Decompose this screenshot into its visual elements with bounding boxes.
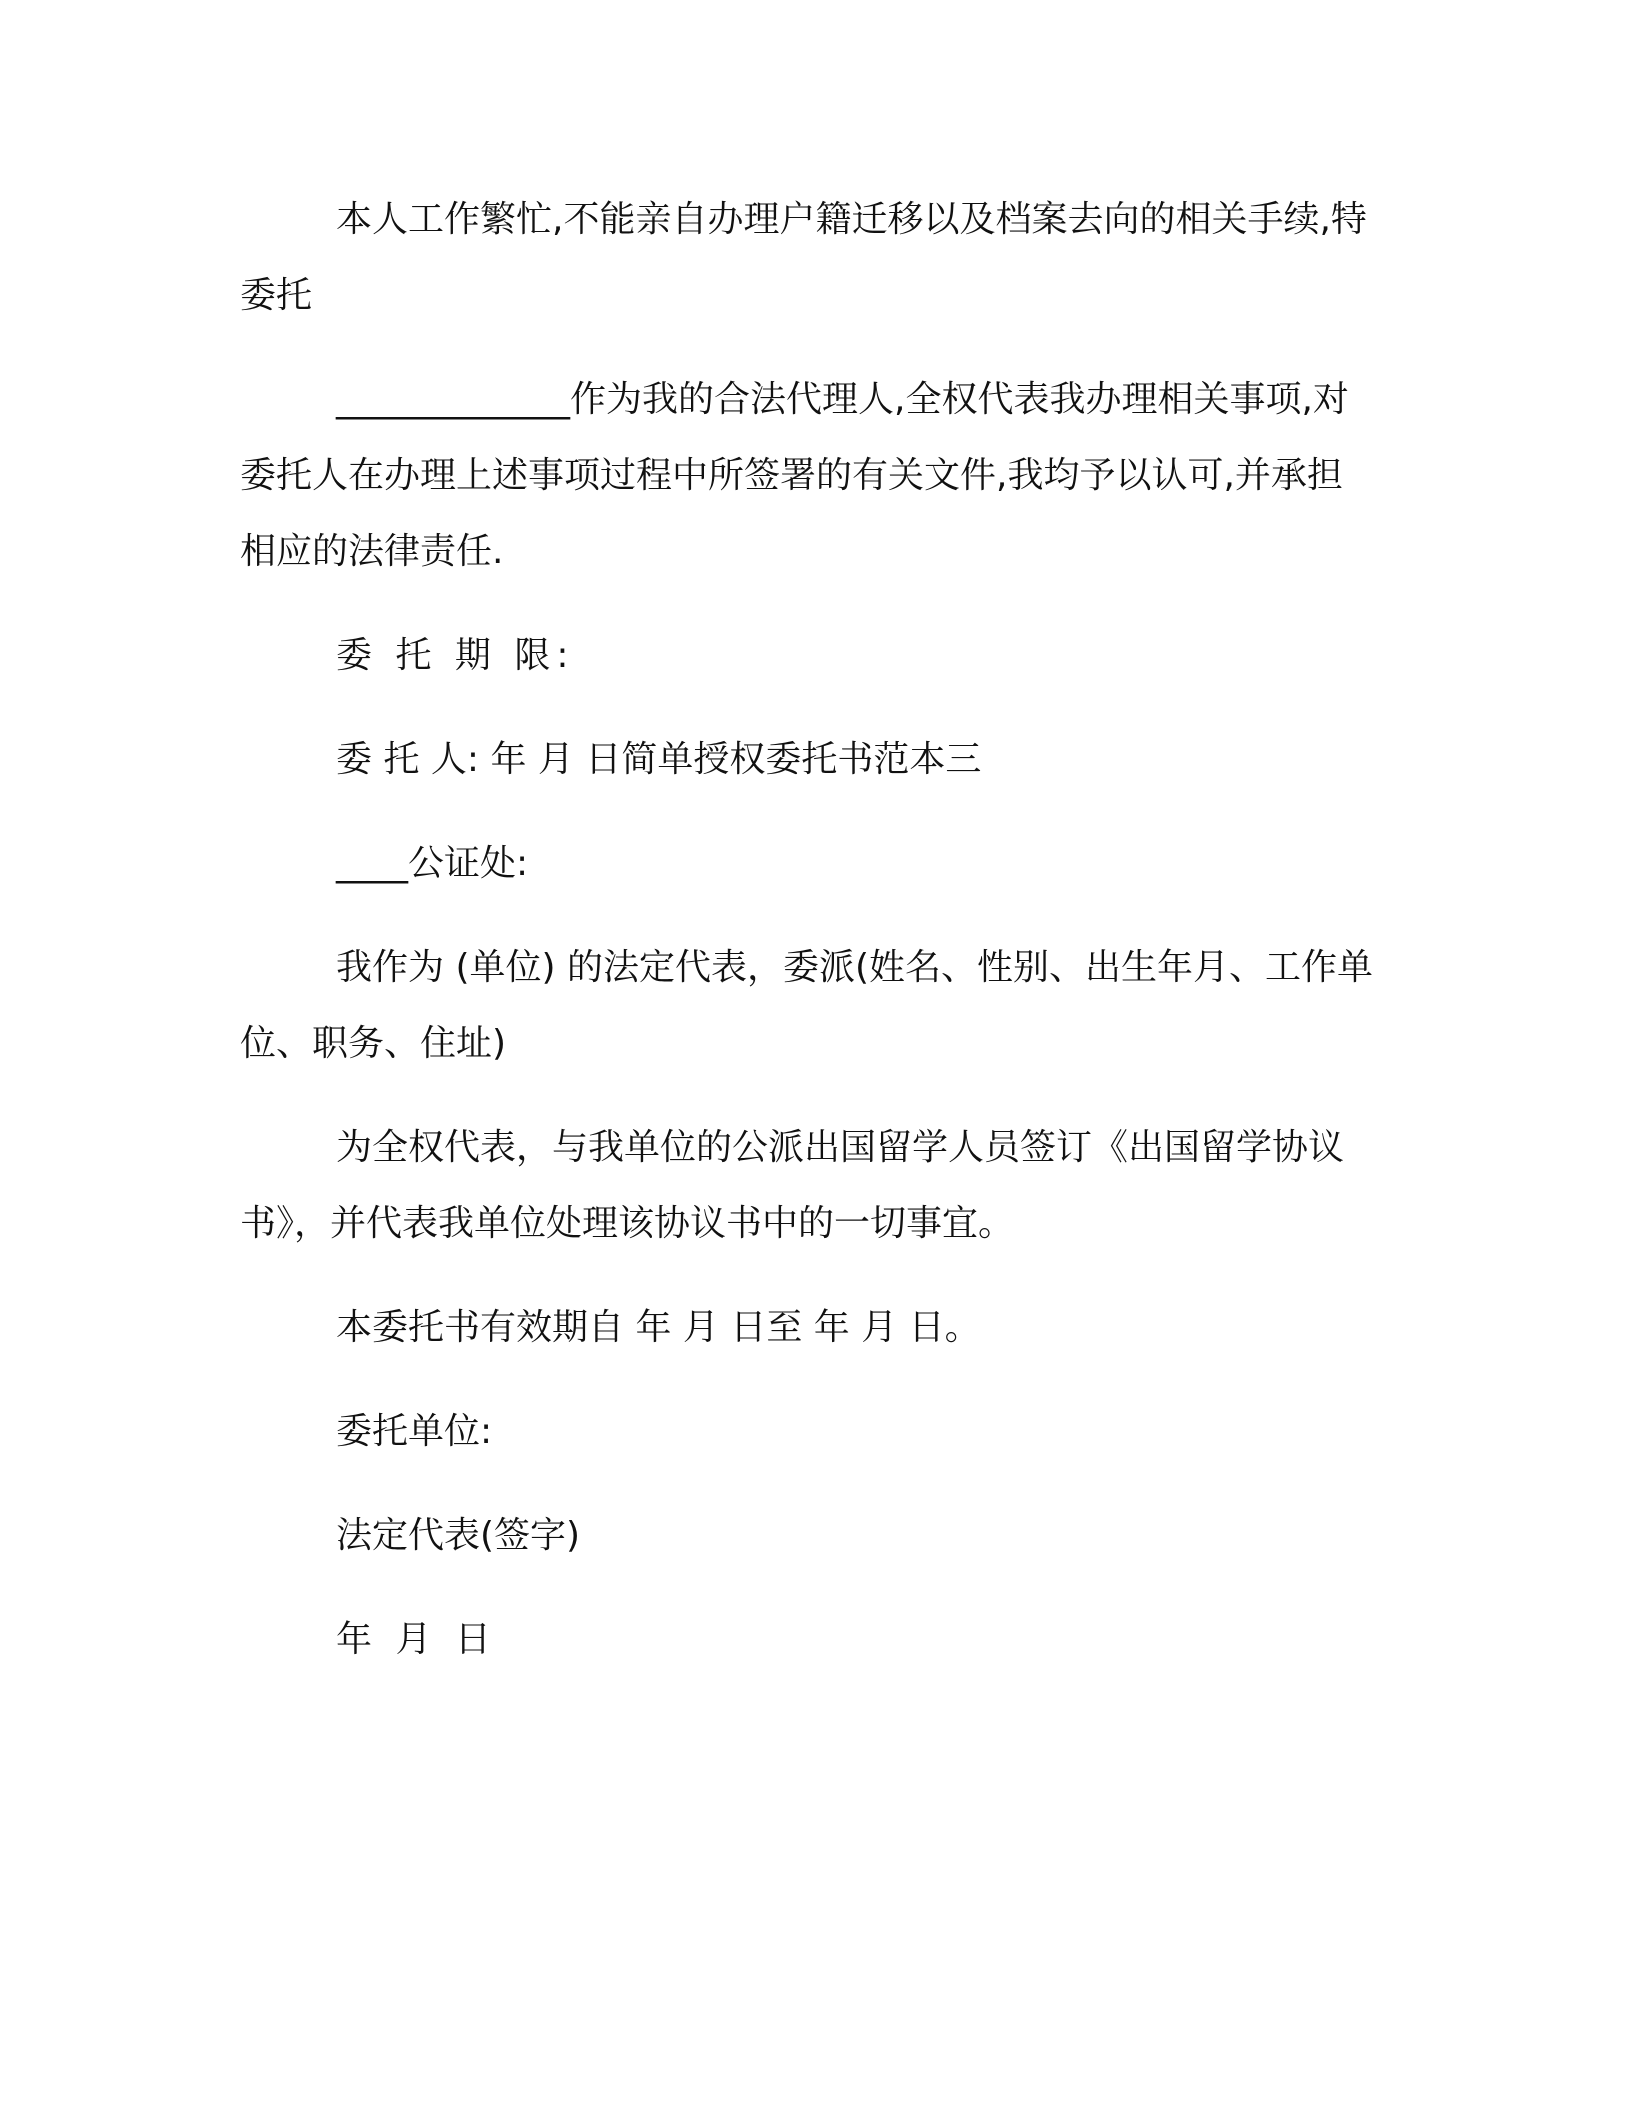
paragraph-validity-period: 本委托书有效期自 年 月 日至 年 月 日。 <box>336 1307 981 1348</box>
paragraph-agent-authority: _____________作为我的合法代理人,全权代表我办理相关事项,对委托人在办理上述事项过程中所签署的有关文件,我均予以认可,并承担相应的法律责任. <box>240 379 1349 572</box>
paragraph-principal-date: 委 托 人: 年 月 日简单授权委托书范本三 <box>336 739 982 780</box>
paragraph-legal-representative: 我作为 (单位) 的法定代表，委派(姓名、性别、出生年月、工作单位、职务、住址) <box>240 947 1374 1064</box>
paragraph-entrustment-period: 委 托 期 限: <box>336 635 575 676</box>
paragraph-full-authority: 为全权代表，与我单位的公派出国留学人员签订《出国留学协议书》，并代表我单位处理该协议书中的一切事宜。 <box>240 1127 1345 1244</box>
document-body <box>240 182 1375 1706</box>
paragraph-notary-office: ____公证处: <box>336 843 529 884</box>
paragraph-signature: 法定代表(签字) <box>336 1515 581 1556</box>
paragraph-entrustment-reason: 本人工作繁忙,不能亲自办理户籍迁移以及档案去向的相关手续,特委托 <box>240 199 1367 316</box>
paragraph-entrusting-unit: 委托单位: <box>336 1411 493 1452</box>
paragraph-date: 年 月 日 <box>336 1619 497 1660</box>
